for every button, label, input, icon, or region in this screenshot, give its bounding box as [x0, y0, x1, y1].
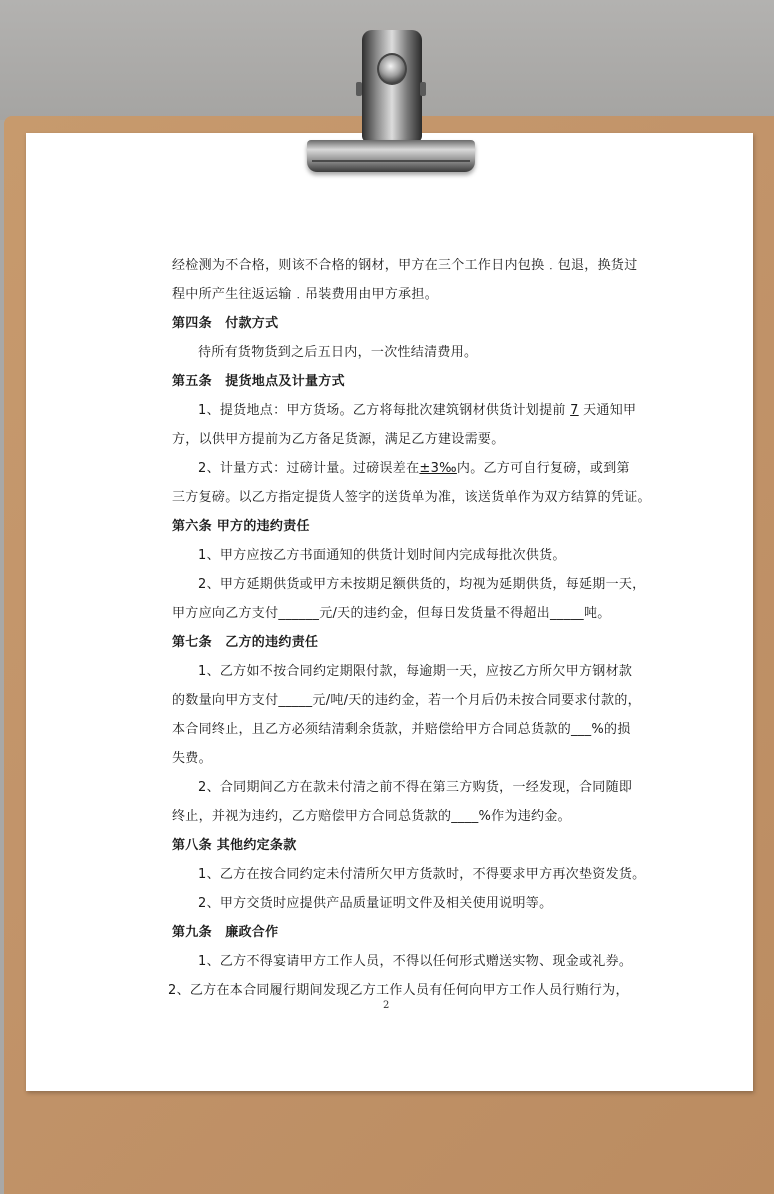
- clip-icon: [362, 30, 422, 142]
- clip-base-line: [312, 160, 470, 162]
- body-line: 待所有货物货到之后五日内，一次性结清费用。: [198, 345, 478, 360]
- body-line: 2、乙方在本合同履行期间发现乙方工作人员有任何向甲方工作人员行贿行为，: [168, 983, 629, 998]
- body-line: 1、乙方在按合同约定未付清所欠甲方货款时，不得要求甲方再次垫资发货。: [198, 867, 646, 882]
- text-fragment: 内。乙方可自行复磅，或到第: [456, 461, 630, 476]
- body-line: [198, 402, 636, 420]
- body-line: 2、合同期间乙方在款未付清之前不得在第三方购货，一经发现，合同随即: [198, 780, 633, 795]
- clip-wire-right-icon: [420, 82, 426, 96]
- section-heading-6: 第六条 甲方的违约责任: [172, 519, 310, 534]
- text-fragment: 2、计量方式：过磅计量。过磅误差在: [198, 461, 420, 476]
- body-line: [198, 460, 630, 478]
- body-line: 本合同终止，且乙方必须结清剩余货款，并赔偿给甲方合同总货款的___%的损: [172, 722, 631, 737]
- section-heading-4: 第四条 付款方式: [172, 316, 279, 331]
- body-line: 方，以供甲方提前为乙方备足货源，满足乙方建设需要。: [172, 432, 505, 447]
- text-fragment: 1、提货地点：甲方货场。乙方将每批次建筑钢材供货计划提前: [198, 403, 571, 418]
- body-line: 失费。: [172, 751, 212, 766]
- clip-base-icon: [307, 140, 475, 172]
- section-heading-7: 第七条 乙方的违约责任: [172, 635, 319, 650]
- body-line: 终止，并视为违约，乙方赔偿甲方合同总货款的____%作为违约金。: [172, 809, 571, 824]
- body-line: 甲方应向乙方支付______元/天的违约金，但每日发货量不得超出_____吨。: [172, 606, 611, 621]
- body-line: 1、乙方如不按合同约定期限付款，每逾期一天，应按乙方所欠甲方钢材款: [198, 664, 633, 679]
- text-fragment: 天通知甲: [578, 403, 637, 418]
- body-line: 的数量向甲方支付_____元/吨/天的违约金，若一个月后仍未按合同要求付款的，: [172, 693, 641, 708]
- page-number: 2: [383, 1000, 390, 1011]
- body-line: 经检测为不合格，则该不合格的钢材，甲方在三个工作日内包换﹒包退，换货过: [172, 258, 638, 273]
- body-line: 1、甲方应按乙方书面通知的供货计划时间内完成每批次供货。: [198, 548, 566, 563]
- section-heading-8: 第八条 其他约定条款: [172, 838, 297, 853]
- underlined-value: 7: [570, 403, 579, 418]
- section-heading-5: 第五条 提货地点及计量方式: [172, 374, 345, 389]
- body-line: 程中所产生往返运输﹒吊装费用由甲方承担。: [172, 287, 439, 302]
- clip-wire-left-icon: [356, 82, 362, 96]
- clip-hole-icon: [377, 53, 407, 85]
- body-line: 2、甲方延期供货或甲方未按期足额供货的，均视为延期供货，每延期一天，: [198, 577, 646, 592]
- underlined-value: ±3‰: [419, 461, 457, 476]
- section-heading-9: 第九条 廉政合作: [172, 925, 279, 940]
- body-line: 1、乙方不得宴请甲方工作人员，不得以任何形式赠送实物、现金或礼券。: [198, 954, 633, 969]
- body-line: 2、甲方交货时应提供产品质量证明文件及相关使用说明等。: [198, 896, 553, 911]
- body-line: 三方复磅。以乙方指定提货人签字的送货单为准，该送货单作为双方结算的凭证。: [172, 490, 651, 505]
